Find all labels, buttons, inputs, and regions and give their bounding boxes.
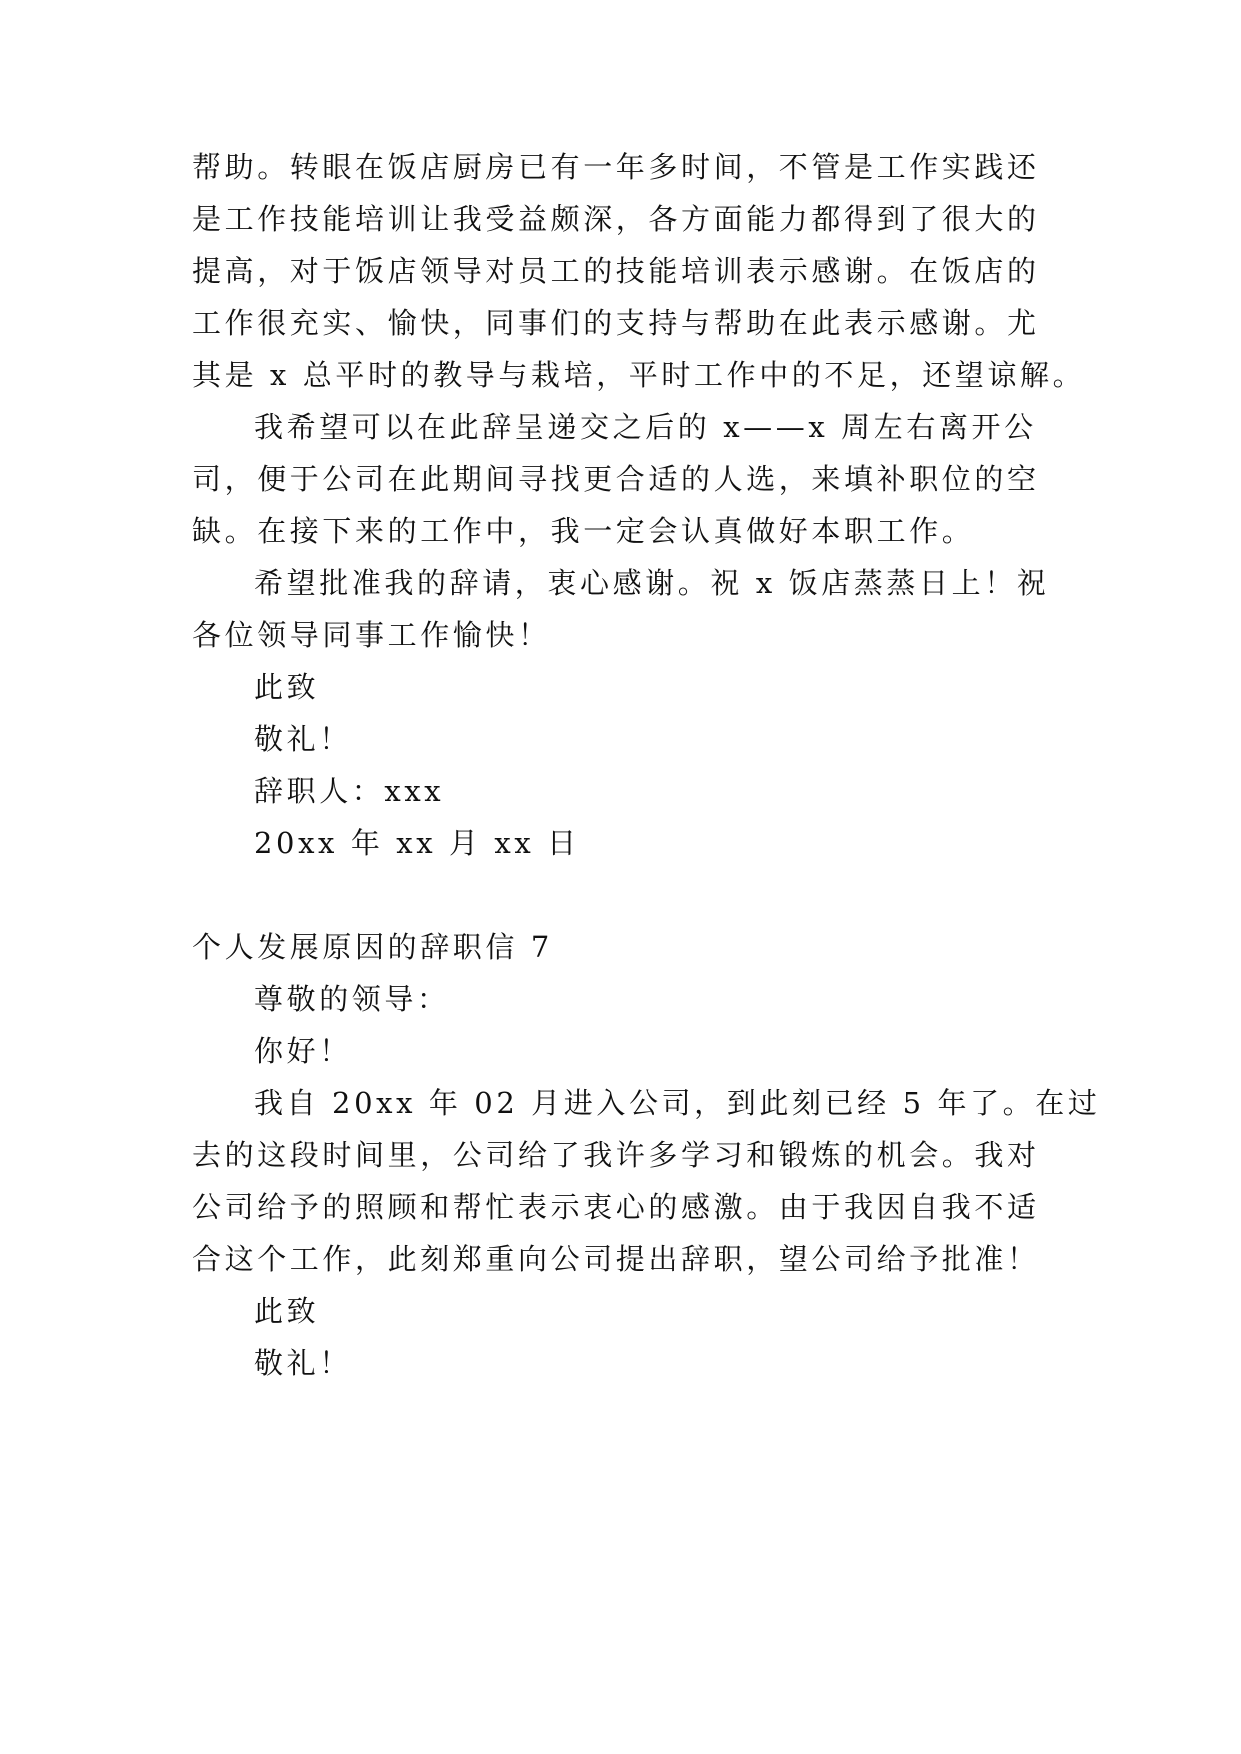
text-line: 各位领导同事工作愉快！: [192, 618, 551, 652]
section-heading: 个人发展原因的辞职信 7: [192, 930, 553, 964]
text-line: 我自 20xx 年 02 月进入公司，到此刻已经 5 年了。在过: [254, 1086, 1101, 1120]
text-line: 是工作技能培训让我受益颇深，各方面能力都得到了很大的: [192, 202, 1040, 236]
date-text: 20xx 年 xx 月 xx 日: [254, 826, 580, 860]
closing-text: 此致: [254, 1294, 320, 1328]
text-line: 合这个工作，此刻郑重向公司提出辞职，望公司给予批准！: [192, 1242, 1040, 1276]
text-line: 工作很充实、愉快，同事们的支持与帮助在此表示感谢。尤: [192, 306, 1040, 340]
salute-text: 敬礼！: [254, 1346, 352, 1380]
text-line: 其是 x 总平时的教导与栽培，平时工作中的不足，还望谅解。: [192, 358, 1086, 392]
text-line: 希望批准我的辞请，衷心感谢。祝 x 饭店蒸蒸日上！祝: [254, 566, 1050, 600]
text-line: 公司给予的照顾和帮忙表示衷心的感激。由于我因自我不适: [192, 1190, 1040, 1224]
salute-text: 敬礼！: [254, 722, 352, 756]
text-line: 司，便于公司在此期间寻找更合适的人选，来填补职位的空: [192, 462, 1040, 496]
hello-text: 你好！: [254, 1034, 352, 1068]
greeting-text: 尊敬的领导：: [254, 982, 450, 1016]
text-line: 提高，对于饭店领导对员工的技能培训表示感谢。在饭店的: [192, 254, 1040, 288]
signer-text: 辞职人：xxx: [254, 774, 445, 808]
text-line: 帮助。转眼在饭店厨房已有一年多时间，不管是工作实践还: [192, 150, 1040, 184]
text-line: 去的这段时间里，公司给了我许多学习和锻炼的机会。我对: [192, 1138, 1040, 1172]
closing-text: 此致: [254, 670, 320, 704]
text-line: 缺。在接下来的工作中，我一定会认真做好本职工作。: [192, 514, 975, 548]
text-line: 我希望可以在此辞呈递交之后的 x——x 周左右离开公: [254, 410, 1037, 444]
